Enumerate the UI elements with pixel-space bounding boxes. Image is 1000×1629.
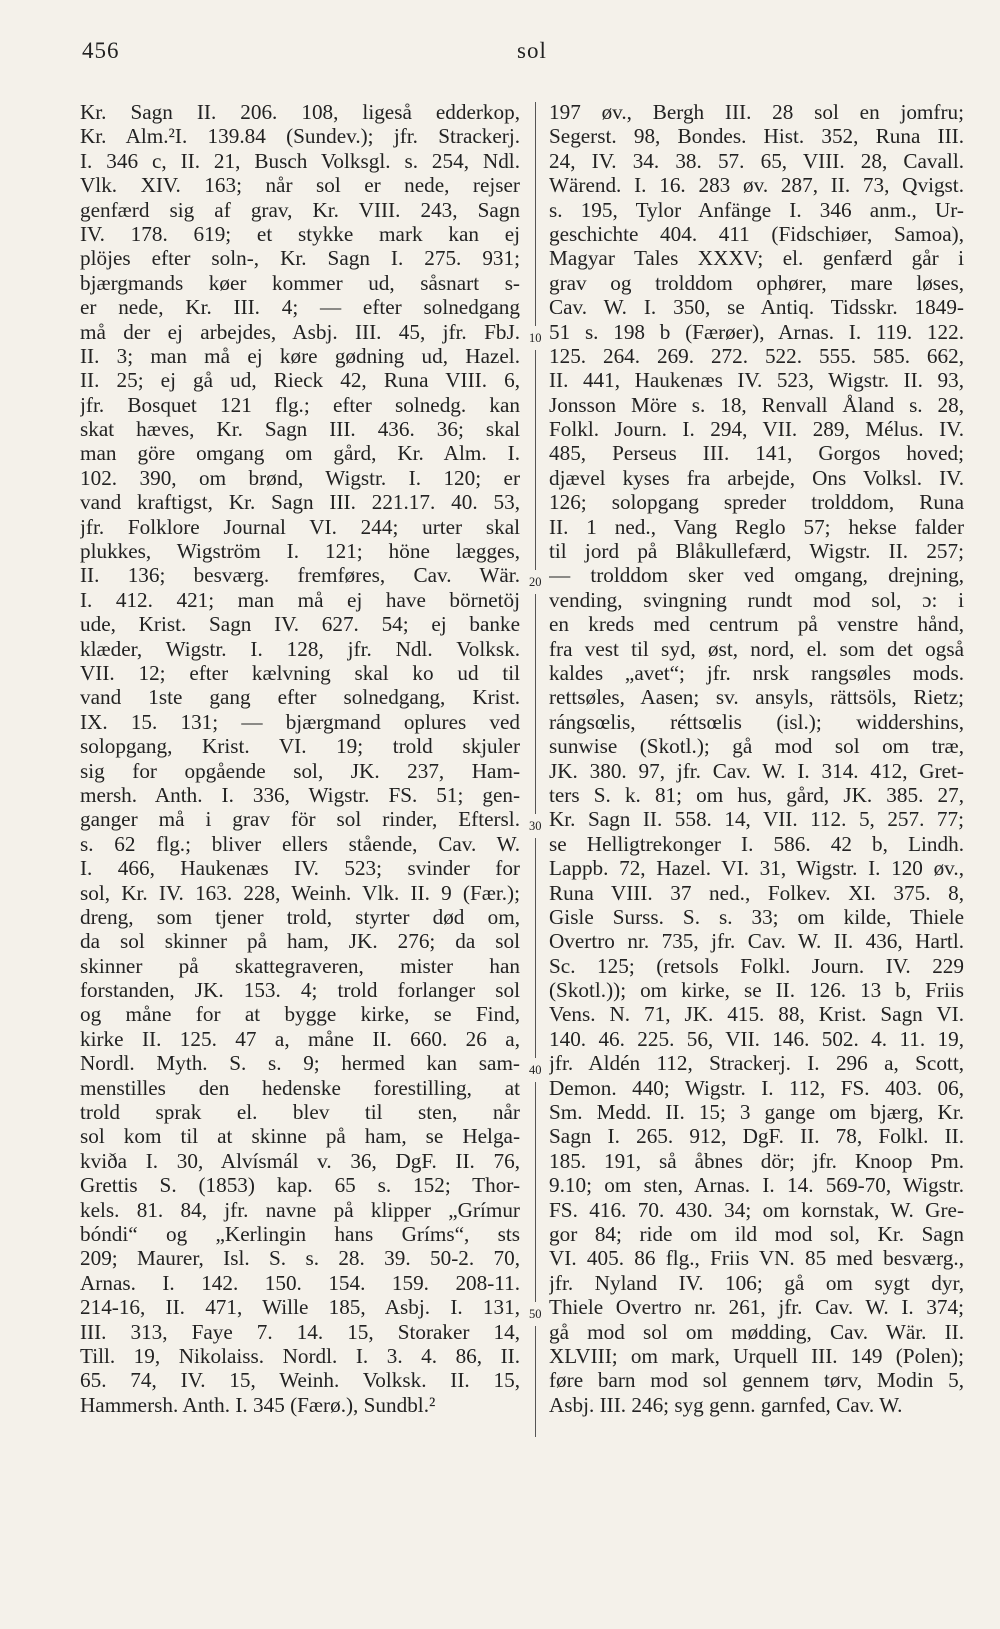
text-line: Kr. Sagn II. 558. 14, VII. 112. 5, 257. 77; [549, 807, 964, 832]
text-line: Grettis S. (1853) kap. 65 s. 152; Thor- [80, 1173, 520, 1198]
text-line: III. 313, Faye 7. 14. 15, Storaker 14, [80, 1319, 520, 1344]
text-line: rángsœlis, réttsœlis (isl.); widdershins, [549, 709, 964, 734]
text-line: VII. 12; efter kælvning skal ko ud til [80, 660, 520, 685]
text-line: VI. 405. 86 flg., Friis VN. 85 med besværg., [549, 1246, 964, 1271]
right-column [549, 100, 964, 1417]
text-line: I. 412. 421; man må ej have börnetöj [80, 587, 520, 612]
text-line: plöjes efter soln-, Kr. Sagn I. 275. 931; [80, 246, 520, 271]
text-line: 214-16, II. 471, Wille 185, Asbj. I. 131, [80, 1295, 520, 1320]
text-line: gor 84; ride om ild mod sol, Kr. Sagn [549, 1221, 964, 1246]
text-line: 125. 264. 269. 272. 522. 555. 585. 662, [549, 343, 964, 368]
line-number: 10 [528, 326, 543, 350]
text-line: — trolddom sker ved omgang, drejning, [549, 563, 964, 588]
text-line: da sol skinner på ham, JK. 276; da sol [80, 929, 520, 954]
text-line: II. 25; ej gå ud, Rieck 42, Runa VIII. 6, [80, 368, 520, 393]
text-line: ganger må i grav för sol rinder, Eftersl. [80, 807, 520, 832]
text-line: jfr. Aldén 112, Strackerj. I. 296 a, Scott, [549, 1051, 964, 1076]
text-line: Cav. W. I. 350, se Antiq. Tidsskr. 1849- [549, 295, 964, 320]
text-line: Sagn I. 265. 912, DgF. II. 78, Folkl. II. [549, 1124, 964, 1149]
text-line: kirke II. 125. 47 a, måne II. 660. 26 a, [80, 1026, 520, 1051]
text-line: sig for opgående sol, JK. 237, Ham- [80, 758, 520, 783]
text-line: sol, Kr. IV. 163. 228, Weinh. Vlk. II. 9 (Fær.); [80, 880, 520, 905]
text-line: forstanden, JK. 153. 4; trold forlanger sol [80, 978, 520, 1003]
text-line: sol kom til at skinne på ham, se Helga- [80, 1124, 520, 1149]
text-line: IV. 178. 619; et stykke mark kan ej [80, 221, 520, 246]
text-line: jfr. Nyland IV. 106; gå om sygt dyr, [549, 1270, 964, 1295]
text-line: Thiele Overtro nr. 261, jfr. Cav. W. I. 374; [549, 1295, 964, 1320]
text-line: bjærgmands køer kommer ud, såsnart s- [80, 270, 520, 295]
text-line: ters S. k. 81; om hus, gård, JK. 385. 27, [549, 782, 964, 807]
text-line: trold sprak el. blev til sten, når [80, 1100, 520, 1125]
text-line: til jord på Blåkullefærd, Wigstr. II. 257; [549, 539, 964, 564]
text-line: djævel kyses fra arbejde, Ons Volksl. IV. [549, 465, 964, 490]
text-line: geschichte 404. 411 (Fidschiøer, Samoa), [549, 221, 964, 246]
line-number: 30 [528, 814, 543, 838]
text-line: jfr. Bosquet 121 flg.; efter solnedg. kan [80, 392, 520, 417]
text-line: jfr. Folklore Journal VI. 244; urter skal [80, 514, 520, 539]
text-line: II. 3; man må ej køre gødning ud, Hazel. [80, 343, 520, 368]
text-line: kels. 81. 84, jfr. navne på klipper „Grímur [80, 1197, 520, 1222]
text-line: solopgang, Krist. VI. 19; trold skjuler [80, 734, 520, 759]
text-line: skinner på skattegraveren, mister han [80, 953, 520, 978]
text-line: bóndi“ og „Kerlingin hans Gríms“, sts [80, 1221, 520, 1246]
text-line: Jonsson Möre s. 18, Renvall Åland s. 28, [549, 392, 964, 417]
text-line: 140. 46. 225. 56, VII. 146. 502. 4. 11. 19, [549, 1026, 964, 1051]
text-line: Runa VIII. 37 ned., Folkev. XI. 375. 8, [549, 880, 964, 905]
text-line: IX. 15. 131; — bjærgmand oplures ved [80, 709, 520, 734]
line-number: 20 [528, 570, 543, 594]
text-line: grav og trolddom ophører, mare løses, [549, 270, 964, 295]
text-line: rettsøles, Aasen; sv. ansyls, rättsöls, Rietz; [549, 685, 964, 710]
text-line: Kr. Sagn II. 206. 108, ligeså edderkop, [80, 100, 520, 124]
text-line: (Skotl.)); om kirke, se II. 126. 13 b, Friis [549, 978, 964, 1003]
text-line: fra vest til syd, øst, nord, el. som det også [549, 636, 964, 661]
text-line: 9.10; om sten, Arnas. I. 14. 569-70, Wigstr. [549, 1173, 964, 1198]
text-line: Wärend. I. 16. 283 øv. 287, II. 73, Qvigst. [549, 173, 964, 198]
text-line: Arnas. I. 142. 150. 154. 159. 208-11. [80, 1270, 520, 1295]
text-line: 185. 191, så åbnes dör; jfr. Knoop Pm. [549, 1148, 964, 1173]
text-line: s. 62 flg.; bliver ellers stående, Cav. W. [80, 831, 520, 856]
text-line: I. 466, Haukenæs IV. 523; svinder for [80, 856, 520, 881]
text-line: I. 346 c, II. 21, Busch Volksgl. s. 254, Ndl. [80, 148, 520, 173]
text-line: 485, Perseus III. 141, Gorgos hoved; [549, 441, 964, 466]
text-line: II. 441, Haukenæs IV. 523, Wigstr. II. 93, [549, 368, 964, 393]
text-line: Vens. N. 71, JK. 415. 88, Krist. Sagn VI. [549, 1002, 964, 1027]
text-line: Till. 19, Nikolaiss. Nordl. I. 3. 4. 86, II. [80, 1343, 520, 1368]
text-line: føre barn mod sol gennem tørv, Modin 5, [549, 1368, 964, 1393]
text-line: gå mod sol om mødding, Cav. Wär. II. [549, 1319, 964, 1344]
text-line: er nede, Kr. III. 4; — efter solnedgang [80, 295, 520, 320]
text-line: Kr. Alm.²I. 139.84 (Sundev.); jfr. Strackerj. [80, 124, 520, 149]
text-line: menstilles den hedenske forestilling, at [80, 1075, 520, 1100]
text-line: skat hæves, Kr. Sagn III. 436. 36; skal [80, 417, 520, 442]
line-number: 50 [528, 1302, 543, 1326]
text-line: sunwise (Skotl.); gå mod sol om træ, [549, 734, 964, 759]
text-line: se Helligtrekonger I. 586. 42 b, Lindh. [549, 831, 964, 856]
text-line: 65. 74, IV. 15, Weinh. Volksk. II. 15, [80, 1368, 520, 1393]
text-line: Demon. 440; Wigstr. I. 112, FS. 403. 06, [549, 1075, 964, 1100]
text-line: 51 s. 198 b (Færøer), Arnas. I. 119. 122. [549, 319, 964, 344]
text-line: må der ej arbejdes, Asbj. III. 45, jfr. FbJ. [80, 319, 520, 344]
text-line: Gisle Surss. S. s. 33; om kilde, Thiele [549, 904, 964, 929]
text-line: Nordl. Myth. S. s. 9; hermed kan sam- [80, 1051, 520, 1076]
text-line: Hammersh. Anth. I. 345 (Færø.), Sundbl.² [80, 1392, 436, 1417]
text-line: Sc. 125; (retsols Folkl. Journ. IV. 229 [549, 953, 964, 978]
text-line: Sm. Medd. II. 15; 3 gange om bjærg, Kr. [549, 1100, 964, 1125]
page-header [0, 38, 1000, 78]
text-line: 126; solopgang spreder trolddom, Runa [549, 490, 964, 515]
text-line: II. 1 ned., Vang Reglo 57; hekse falder [549, 514, 964, 539]
text-line: Asbj. III. 246; syg genn. garnfed, Cav. W. [549, 1392, 903, 1417]
text-line: genfærd sig af grav, Kr. VIII. 243, Sagn [80, 197, 520, 222]
text-line: FS. 416. 70. 430. 34; om kornstak, W. Gre- [549, 1197, 964, 1222]
text-line: vending, svingning rundt mod sol, ɔ: i [549, 587, 964, 612]
text-line: XLVIII; om mark, Urquell III. 149 (Polen); [549, 1343, 964, 1368]
text-line: Magyar Tales XXXV; el. genfærd går i [549, 246, 964, 271]
text-line: 197 øv., Bergh III. 28 sol en jomfru; [549, 100, 964, 124]
text-line: kaldes „avet“; jfr. nrsk rangsøles mods. [549, 660, 964, 685]
text-line: kviða I. 30, Alvísmál v. 36, DgF. II. 76, [80, 1148, 520, 1173]
text-line: man göre omgang om gård, Kr. Alm. I. [80, 441, 520, 466]
text-line: vand kraftigst, Kr. Sagn III. 221.17. 40. 53, [80, 490, 520, 515]
text-line: klæder, Wigstr. I. 128, jfr. Ndl. Volksk. [80, 636, 520, 661]
text-line: ude, Krist. Sagn IV. 627. 54; ej banke [80, 612, 520, 637]
text-line: Folkl. Journ. I. 294, VII. 289, Mélus. IV. [549, 417, 964, 442]
text-line: s. 195, Tylor Anfänge I. 346 anm., Ur- [549, 197, 964, 222]
text-line: dreng, som tjener trold, styrter død om, [80, 904, 520, 929]
text-line: vand 1ste gang efter solnedgang, Krist. [80, 685, 520, 710]
running-head: sol [517, 38, 547, 63]
text-line: Segerst. 98, Bondes. Hist. 352, Runa III. [549, 124, 964, 149]
column-divider [535, 102, 536, 1437]
text-line: mersh. Anth. I. 336, Wigstr. FS. 51; gen- [80, 782, 520, 807]
text-line: Lappb. 72, Hazel. VI. 31, Wigstr. I. 120 øv., [549, 856, 964, 881]
line-number: 40 [528, 1058, 543, 1082]
left-column [80, 100, 520, 1417]
text-line: 209; Maurer, Isl. S. s. 28. 39. 50-2. 70, [80, 1246, 520, 1271]
text-line: Vlk. XIV. 163; når sol er nede, rejser [80, 173, 520, 198]
page-number: 456 [82, 38, 120, 63]
text-line: Overtro nr. 735, jfr. Cav. W. II. 436, Hartl. [549, 929, 964, 954]
text-line: og måne for at bygge kirke, se Find, [80, 1002, 520, 1027]
text-line: plukkes, Wigström I. 121; höne lægges, [80, 539, 520, 564]
text-line: JK. 380. 97, jfr. Cav. W. I. 314. 412, Gret- [549, 758, 964, 783]
text-line: II. 136; besværg. fremføres, Cav. Wär. [80, 563, 520, 588]
text-line: 102. 390, om brønd, Wigstr. I. 120; er [80, 465, 520, 490]
text-line: en kreds med centrum på venstre hånd, [549, 612, 964, 637]
text-line: 24, IV. 34. 38. 57. 65, VIII. 28, Cavall. [549, 148, 964, 173]
